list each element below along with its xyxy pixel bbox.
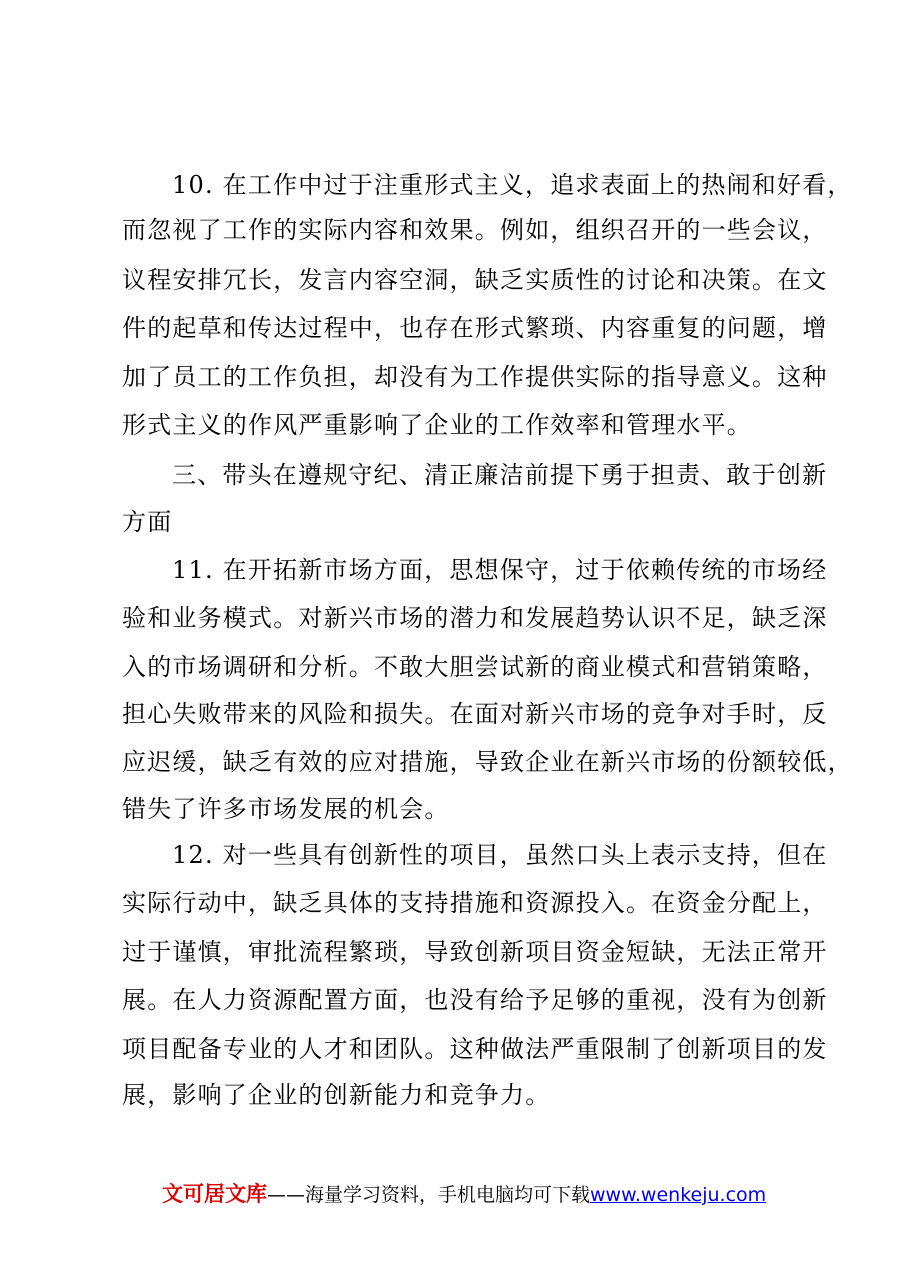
text-line: 11. 在开拓新市场方面，思想保守，过于依赖传统的市场经 [172, 556, 828, 584]
text-line: 验和业务模式。对新兴市场的潜力和发展趋势认识不足，缺乏深 [122, 604, 828, 632]
website-link[interactable]: www.wenkeju.com [590, 1184, 767, 1206]
text-line: 而忽视了工作的实际内容和效果。例如，组织召开的一些会议， [122, 216, 828, 244]
text-line: 加了员工的工作负担，却没有为工作提供实际的指导意义。这种 [122, 363, 828, 391]
text-line: 错失了许多市场发展的机会。 [122, 795, 450, 823]
text-line: 展。在人力资源配置方面，也没有给予足够的重视，没有为创新 [122, 986, 828, 1014]
text-line: 形式主义的作风严重影响了企业的工作效率和管理水平。 [122, 411, 752, 439]
text-line: 12. 对一些具有创新性的项目，虽然口头上表示支持，但在 [172, 841, 828, 869]
text-line: 过于谨慎，审批流程繁琐，导致创新项目资金短缺，无法正常开 [122, 938, 828, 966]
text-line: 件的起草和传达过程中，也存在形式繁琐、内容重复的问题，增 [122, 314, 828, 342]
heading-line: 方面 [122, 508, 173, 536]
text-line: 入的市场调研和分析。不敢大胆尝试新的商业模式和营销策略， [122, 653, 828, 681]
text-line: 实际行动中，缺乏具体的支持措施和资源投入。在资金分配上， [122, 889, 828, 917]
text-line: 展，影响了企业的创新能力和竞争力。 [122, 1081, 551, 1109]
heading-line: 三、带头在遵规守纪、清正廉洁前提下勇于担责、敢于创新 [172, 461, 828, 489]
text-line: 担心失败带来的风险和损失。在面对新兴市场的竞争对手时，反 [122, 700, 828, 728]
footer-tagline: ——海量学习资料，手机电脑均可下载 [267, 1184, 591, 1206]
footer-banner [162, 1180, 766, 1209]
text-line: 议程安排冗长，发言内容空洞，缺乏实质性的讨论和决策。在文 [122, 266, 828, 294]
text-line: 10. 在工作中过于注重形式主义，追求表面上的热闹和好看， [172, 171, 853, 199]
text-line: 项目配备专业的人才和团队。这种做法严重限制了创新项目的发 [122, 1035, 828, 1063]
text-line: 应迟缓，缺乏有效的应对措施，导致企业在新兴市场的份额较低， [122, 748, 853, 776]
brand-name: 文可居文库 [162, 1182, 267, 1206]
